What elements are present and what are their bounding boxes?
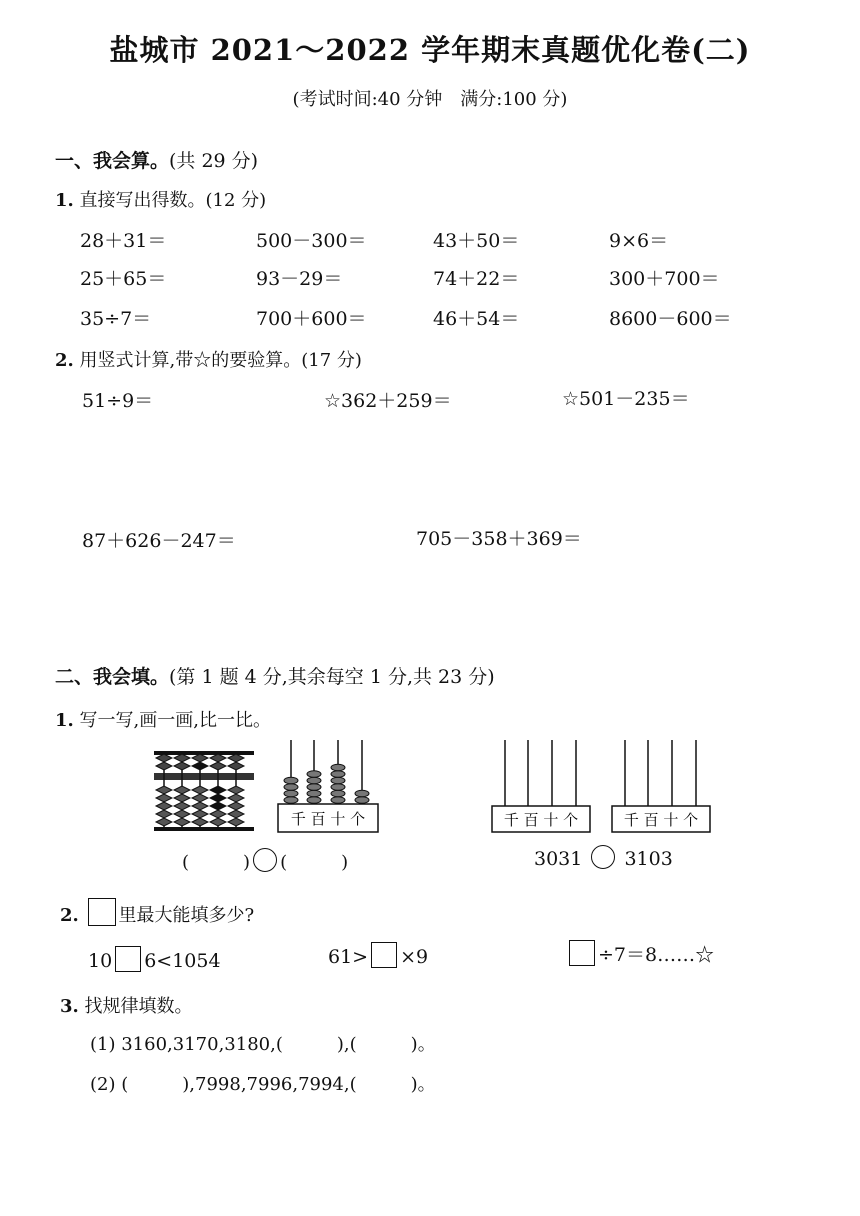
abacus-bead (174, 754, 190, 762)
question-number: 1. (55, 190, 74, 211)
question-number: 2. (55, 350, 74, 371)
frame-bead (284, 797, 298, 804)
abacus-bead (156, 754, 172, 762)
comma: , (343, 1034, 350, 1055)
abacus-bead (192, 786, 208, 794)
sequence-text: 3160,3170,3180, (121, 1034, 276, 1055)
sequence-text: ,7998,7996,7994, (189, 1074, 350, 1095)
abacus-bead (210, 794, 226, 802)
expr-part: 61> (328, 946, 369, 968)
abacus-bead (192, 810, 208, 818)
abacus-bead (210, 786, 226, 794)
period: 。 (417, 1074, 436, 1095)
place-value-labels: 千 百 十 个 (290, 810, 366, 828)
abacus-bead (228, 818, 244, 826)
question-number: 1. (55, 710, 74, 731)
abacus-bead (210, 818, 226, 826)
frame-bead (331, 771, 345, 778)
question-2-2 (60, 898, 254, 927)
frame-bead (307, 777, 321, 784)
abacus-answer (182, 848, 348, 873)
counting-frame-empty-1 (490, 738, 595, 836)
abacus-bead (156, 802, 172, 810)
frame-bead (284, 790, 298, 797)
frame-bead (307, 797, 321, 804)
vertical-calc-item: 51÷9＝ (82, 390, 154, 412)
section-2-title: 二、我会填。 (55, 666, 170, 688)
fill-box-item-a (88, 946, 221, 972)
oral-calc-item: 43＋50＝ (433, 230, 520, 252)
frame-bead (331, 777, 345, 784)
page-title: 盐城市 2021～2022 学年期末真题优化卷(二) (109, 33, 751, 67)
pattern-line-2 (90, 1070, 436, 1096)
question-1-2 (55, 346, 362, 372)
question-1-1 (55, 186, 266, 212)
frame-bead (284, 777, 298, 784)
section-1-title: 一、我会算。 (55, 150, 170, 172)
compare-left-number: 3031 (534, 848, 583, 870)
period: 。 (417, 1034, 436, 1055)
section-1-note: (共 29 分) (169, 150, 259, 172)
paren-close: ) (243, 852, 251, 873)
abacus-bead (192, 794, 208, 802)
exam-info: (考试时间:40 分钟 满分:100 分) (292, 89, 568, 110)
abacus-bead (192, 802, 208, 810)
compare-right-number: 3103 (624, 848, 673, 870)
abacus-bead (156, 818, 172, 826)
oral-calc-item: 25＋65＝ (80, 268, 167, 290)
oral-calc-item: 700＋600＝ (256, 308, 367, 330)
number-compare (534, 845, 673, 870)
abacus-bead (174, 802, 190, 810)
paren-open: ( (182, 852, 190, 873)
abacus-bead (156, 794, 172, 802)
fill-box-item-c (566, 940, 714, 967)
paren-close: ) (410, 1074, 418, 1095)
frame-bead (331, 764, 345, 771)
expr-part: 10 (88, 950, 113, 972)
frame-bead (307, 790, 321, 797)
compare-circle[interactable] (253, 848, 277, 872)
abacus-bead (192, 762, 208, 770)
abacus-bead (174, 810, 190, 818)
abacus-bead (174, 818, 190, 826)
abacus-bead (228, 794, 244, 802)
abacus-bead (156, 762, 172, 770)
frame-bead (307, 784, 321, 791)
question-text: 直接写出得数。(12 分) (79, 190, 267, 211)
oral-calc-item: 500－300＝ (256, 230, 367, 252)
paren-open: ( (349, 1074, 357, 1095)
vertical-calc-item: 705－358＋369＝ (416, 528, 582, 550)
abacus-beam (154, 773, 254, 780)
question-text: 写一写,画一画,比一比。 (79, 710, 271, 731)
paren-open: ( (349, 1034, 357, 1055)
paren-open: ( (280, 852, 288, 873)
vertical-calc-item: 87＋626－247＝ (82, 530, 236, 552)
oral-calc-item: 9×6＝ (609, 230, 669, 252)
place-value-labels: 千 百 十 个 (503, 811, 579, 829)
abacus-bead (192, 754, 208, 762)
abacus-bead (210, 762, 226, 770)
oral-calc-item: 300＋700＝ (609, 268, 720, 290)
question-number: 3. (60, 996, 79, 1017)
oral-calc-item: 46＋54＝ (433, 308, 520, 330)
counting-frame-rods (284, 740, 369, 804)
oral-calc-item: 35÷7＝ (80, 308, 152, 330)
abacus-bead (228, 762, 244, 770)
section-2-note: (第 1 题 4 分,其余每空 1 分,共 23 分) (169, 666, 495, 688)
expr-part: ×9 (400, 946, 429, 968)
frame-bead (331, 797, 345, 804)
abacus-bead (156, 786, 172, 794)
oral-calc-item: 93－29＝ (256, 268, 343, 290)
abacus-rods (156, 753, 244, 829)
paren-open: ( (275, 1034, 283, 1055)
paren-close: ) (336, 1034, 344, 1055)
abacus-bead (228, 754, 244, 762)
question-text: 用竖式计算,带☆的要验算。(17 分) (79, 350, 362, 371)
pattern-line-1 (90, 1030, 436, 1056)
answer-box[interactable] (371, 942, 397, 968)
abacus-bead (228, 786, 244, 794)
abacus-top-bar (154, 751, 254, 755)
frame-bead (331, 790, 345, 797)
place-value-labels: 千 百 十 个 (623, 811, 699, 829)
question-2-1 (55, 706, 271, 732)
frame-bead (355, 790, 369, 797)
frame-bead (307, 771, 321, 778)
abacus-bead (210, 810, 226, 818)
fill-box-item-b (328, 942, 428, 968)
question-2-3 (60, 992, 193, 1018)
paren-open: ( (121, 1074, 129, 1095)
paren-close: ) (341, 852, 349, 873)
abacus-bead (192, 818, 208, 826)
answer-box[interactable] (569, 940, 595, 966)
abacus-bead (174, 794, 190, 802)
paren-close: ) (410, 1034, 418, 1055)
oral-calc-item: 28＋31＝ (80, 230, 167, 252)
frame-bead (355, 797, 369, 804)
section-1-heading (55, 146, 258, 173)
answer-box[interactable] (115, 946, 141, 972)
abacus-figure (150, 745, 260, 837)
abacus-bottom-bar (154, 827, 254, 831)
question-text: 里最大能填多少? (118, 905, 255, 926)
counting-frame-empty-2 (610, 738, 715, 836)
abacus-bead (210, 754, 226, 762)
vertical-calc-item: ☆501－235＝ (562, 388, 690, 410)
vertical-calc-item: ☆362＋259＝ (324, 390, 452, 412)
question-number: 2. (60, 905, 79, 926)
paren-close: ) (182, 1074, 190, 1095)
abacus-bead (174, 786, 190, 794)
abacus-bead (210, 802, 226, 810)
expr-part: 6<1054 (144, 950, 221, 972)
sub-label: (2) (90, 1074, 116, 1095)
abacus-bead (156, 810, 172, 818)
oral-calc-item: 74＋22＝ (433, 268, 520, 290)
answer-box (88, 898, 116, 926)
compare-circle[interactable] (591, 845, 615, 869)
abacus-bead (174, 762, 190, 770)
question-text: 找规律填数。 (84, 996, 193, 1017)
frame-bead (331, 784, 345, 791)
counting-frame-filled (276, 738, 381, 838)
abacus-bead (228, 810, 244, 818)
abacus-bead (228, 802, 244, 810)
oral-calc-item: 8600－600＝ (609, 308, 732, 330)
sub-label: (1) (90, 1034, 116, 1055)
frame-bead (284, 784, 298, 791)
section-2-heading (55, 662, 495, 689)
expr-part: ÷7＝8……☆ (598, 944, 715, 966)
